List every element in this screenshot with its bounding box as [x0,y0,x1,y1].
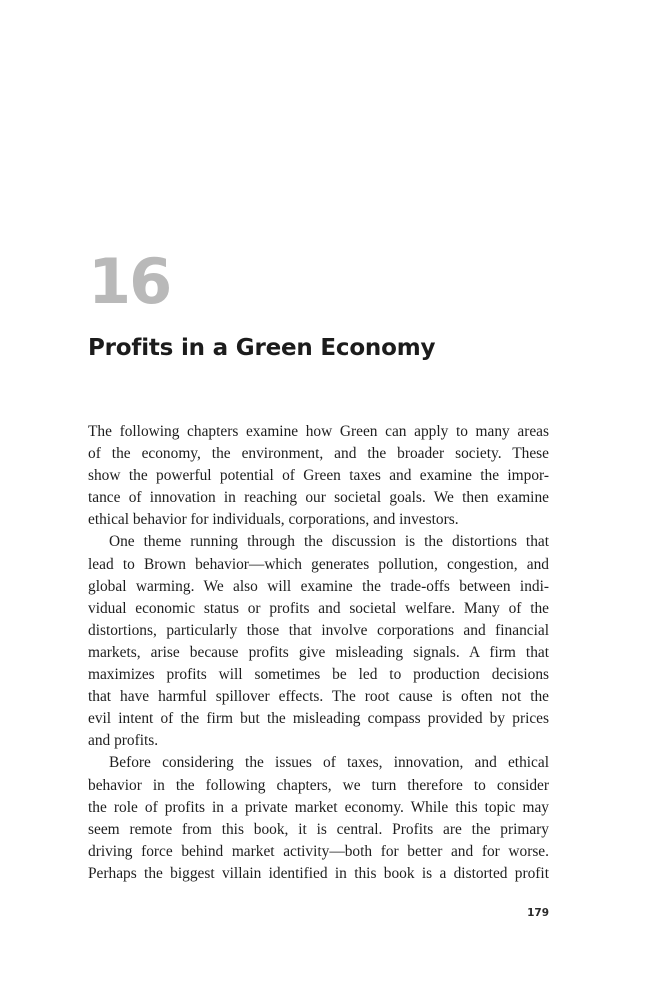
text-line: ethical behavior for individuals, corporations, and investors. [88,511,459,529]
paragraph-3 [88,752,549,885]
text-line: The following chapters examine how Green can apply to many areas [88,423,549,440]
text-line: and profits. [88,732,159,750]
text-line: that have harmful spillover effects. The root cause is often not the [88,688,549,706]
text-line: lead to Brown behavior—which generates pollution, congestion, and [88,555,549,573]
text-line: distortions, particularly those that involve corporations and financial [88,621,549,639]
text-line: driving force behind market activity—both for better and for worse. [88,842,549,860]
text-line: of the economy, the environment, and the broader society. These [88,445,549,463]
chapter-body [88,421,549,885]
text-line: behavior in the following chapters, we turn therefore to consider [88,776,549,794]
text-line: maximizes profits will sometimes be led to production decisions [88,666,549,684]
text-line: global warming. We also will examine the trade-offs between indi- [88,577,549,595]
text-line: tance of innovation in reaching our societal goals. We then examine [88,489,549,507]
chapter-number: 16 [88,245,171,318]
text-line: evil intent of the firm but the misleading compass provided by prices [88,710,549,728]
text-line: Perhaps the biggest villain identified in this book is a distorted profit [88,864,549,882]
text-line: show the powerful potential of Green taxes and examine the impor- [88,467,549,485]
text-line: seem remote from this book, it is central. Profits are the primary [88,820,549,838]
text-line: vidual economic status or profits and societal welfare. Many of the [88,599,549,617]
text-line: Before considering the issues of taxes, innovation, and ethical [109,754,549,772]
text-line: One theme running through the discussion is the distortions that [109,533,549,551]
text-line: the role of profits in a private market economy. While this topic may [88,798,549,816]
text-line: markets, arise because profits give misleading signals. A firm that [88,643,549,661]
chapter-title: Profits in a Green Economy [88,335,436,361]
paragraph-1 [88,421,549,531]
page-number: 179 [527,907,549,919]
paragraph-2 [88,531,549,752]
